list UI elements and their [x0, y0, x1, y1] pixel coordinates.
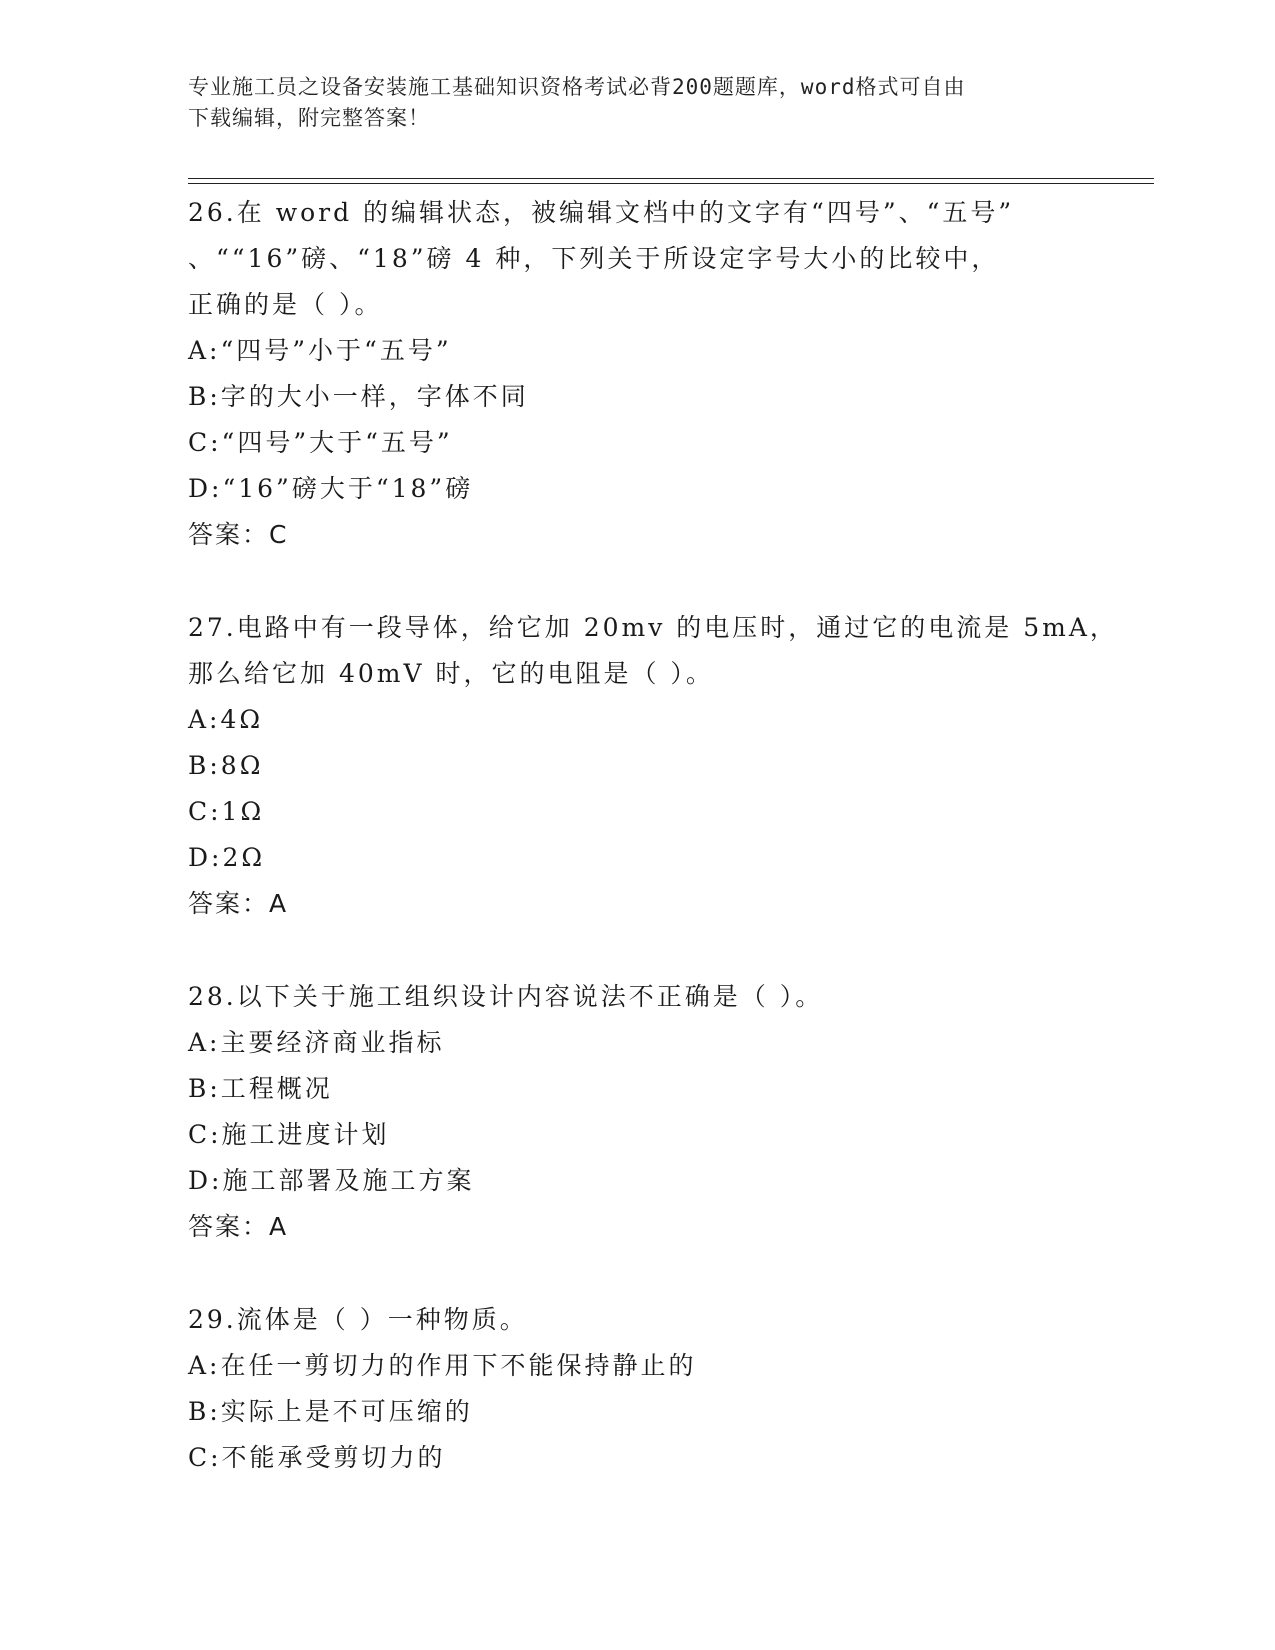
question-spacer — [188, 927, 1088, 974]
question-stem-line: 26.在 word 的编辑状态，被编辑文档中的文字有“四号”、“五号” — [188, 198, 1015, 227]
option-d: D:2Ω — [188, 843, 266, 872]
question-stem-line: 那么给它加 40mV 时，它的电阻是（ ）。 — [188, 659, 714, 688]
question-26 — [188, 190, 1088, 558]
question-stem-line: 29.流体是（ ）一种物质。 — [188, 1305, 528, 1334]
option-b: B:字的大小一样，字体不同 — [188, 382, 529, 411]
question-29 — [188, 1297, 1088, 1481]
answer-label: 答案：A — [188, 1212, 289, 1241]
option-d: D:施工部署及施工方案 — [188, 1166, 475, 1195]
question-stem-line: 27.电路中有一段导体，给它加 20mv 的电压时，通过它的电流是 5mA， — [188, 613, 1118, 642]
option-b: B:实际上是不可压缩的 — [188, 1397, 473, 1426]
option-a: A:主要经济商业指标 — [188, 1028, 445, 1057]
question-spacer — [188, 558, 1088, 605]
question-stem-line: 正确的是（ ）。 — [188, 290, 383, 319]
header-divider-bottom — [188, 183, 1154, 184]
question-stem-line: 、““16”磅、“18”磅 4 种，下列关于所设定字号大小的比较中， — [188, 244, 1000, 273]
option-d: D:“16”磅大于“18”磅 — [188, 474, 474, 503]
option-a: A:4Ω — [188, 705, 264, 734]
answer-label: 答案：A — [188, 889, 289, 918]
question-28 — [188, 974, 1088, 1250]
option-c: C:“四号”大于“五号” — [188, 428, 453, 457]
option-a: A:在任一剪切力的作用下不能保持静止的 — [188, 1351, 697, 1380]
answer-label: 答案：C — [188, 520, 289, 549]
header-line-1: 专业施工员之设备安装施工基础知识资格考试必背200题题库，word格式可自由 — [188, 75, 966, 99]
header-divider-top — [188, 178, 1154, 179]
option-a: A:“四号”小于“五号” — [188, 336, 452, 365]
question-27 — [188, 605, 1118, 927]
question-spacer — [188, 1250, 1088, 1297]
option-c: C:不能承受剪切力的 — [188, 1443, 446, 1472]
option-c: C:施工进度计划 — [188, 1120, 390, 1149]
header-line-2: 下载编辑，附完整答案！ — [188, 106, 430, 130]
question-list — [188, 190, 1118, 1481]
option-c: C:1Ω — [188, 797, 265, 826]
option-b: B:工程概况 — [188, 1074, 333, 1103]
document-header — [188, 72, 1068, 134]
option-b: B:8Ω — [188, 751, 264, 780]
question-stem-line: 28.以下关于施工组织设计内容说法不正确是（ ）。 — [188, 982, 824, 1011]
